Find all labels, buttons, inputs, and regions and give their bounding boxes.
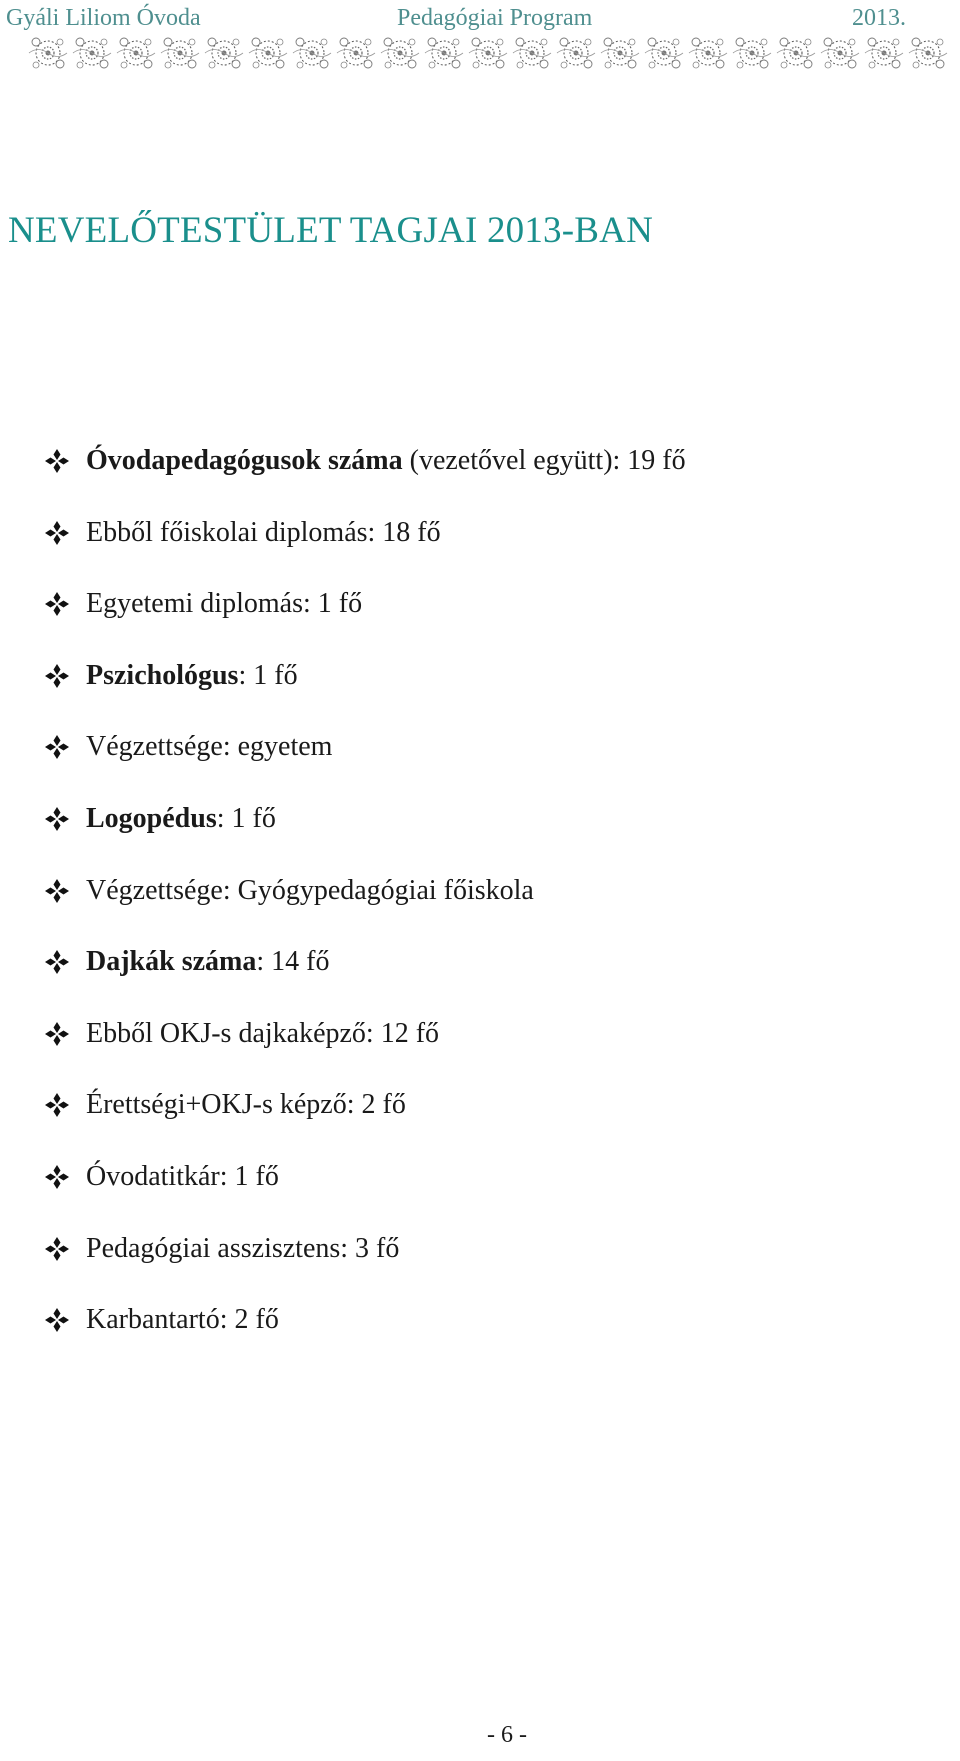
header-year: 2013. — [852, 5, 906, 31]
list-item-bold: Logopédus — [86, 802, 217, 834]
four-diamond-bullet-icon — [44, 520, 70, 546]
four-diamond-bullet-icon — [44, 878, 70, 904]
four-diamond-bullet-icon — [44, 1236, 70, 1262]
list-item-bold: Dajkák száma — [86, 946, 257, 978]
list-item-rest: : 14 fő — [256, 946, 330, 978]
page-title: NEVELŐTESTÜLET TAGJAI 2013-BAN — [8, 210, 653, 251]
list-item-rest: Érettségi+OKJ-s képző: 2 fő — [86, 1089, 406, 1121]
list-item — [44, 515, 686, 587]
list-item-text — [86, 1231, 399, 1267]
list-item-text — [86, 1302, 279, 1338]
list-item-text — [86, 515, 441, 551]
list-item-rest: Pedagógiai asszisztens: 3 fő — [86, 1232, 400, 1264]
list-item — [44, 443, 686, 515]
list-item-rest: Karbantartó: 2 fő — [86, 1304, 279, 1336]
list-item — [44, 658, 686, 730]
four-diamond-bullet-icon — [44, 591, 70, 617]
list-item — [44, 1302, 686, 1374]
list-item-text — [86, 1087, 406, 1123]
list-item-text — [86, 729, 332, 765]
four-diamond-bullet-icon — [44, 949, 70, 975]
list-item — [44, 1087, 686, 1159]
list-item-rest: Ebből OKJ-s dajkaképző: 12 fő — [86, 1017, 440, 1049]
four-diamond-bullet-icon — [44, 1164, 70, 1190]
list-item — [44, 1231, 686, 1303]
list-item — [44, 729, 686, 801]
four-diamond-bullet-icon — [44, 806, 70, 832]
four-diamond-bullet-icon — [44, 663, 70, 689]
list-item-rest: : 1 fő — [216, 802, 276, 834]
list-item-text — [86, 873, 534, 909]
header-document-title: Pedagógiai Program — [397, 5, 593, 31]
list-item-bold: Pszichológus — [86, 659, 239, 691]
list-item-text — [86, 586, 362, 622]
list-item-text — [86, 1159, 279, 1195]
page-number: - 6 - — [487, 1722, 527, 1748]
page-header — [0, 0, 960, 78]
list-item-bold: Óvodapedagógusok száma — [86, 445, 403, 476]
list-item-rest: Óvodatitkár: 1 fő — [86, 1160, 279, 1192]
list-item-text — [86, 443, 686, 479]
list-item — [44, 873, 686, 945]
list-item-rest: (vezetővel együtt): 19 fő — [402, 445, 686, 476]
list-item — [44, 1016, 686, 1088]
list-item-text — [86, 801, 276, 837]
list-item-rest: Végzettsége: egyetem — [86, 731, 333, 763]
list-item-rest: Egyetemi diplomás: 1 fő — [86, 588, 363, 620]
staff-list — [44, 443, 686, 1374]
list-item-text — [86, 1016, 439, 1052]
four-diamond-bullet-icon — [44, 1307, 70, 1333]
list-item — [44, 1159, 686, 1231]
list-item-rest: Ebből főiskolai diplomás: 18 fő — [86, 516, 441, 548]
four-diamond-bullet-icon — [44, 448, 70, 474]
list-item-rest: Végzettsége: Gyógypedagógiai főiskola — [86, 874, 534, 906]
list-item-text — [86, 658, 298, 694]
list-item — [44, 801, 686, 873]
four-diamond-bullet-icon — [44, 1092, 70, 1118]
list-item-text — [86, 944, 329, 980]
list-item — [44, 944, 686, 1016]
four-diamond-bullet-icon — [44, 734, 70, 760]
list-item — [44, 586, 686, 658]
four-diamond-bullet-icon — [44, 1021, 70, 1047]
list-item-rest: : 1 fő — [238, 659, 298, 691]
floral-border-icon — [26, 32, 958, 74]
header-institution: Gyáli Liliom Óvoda — [6, 5, 201, 31]
